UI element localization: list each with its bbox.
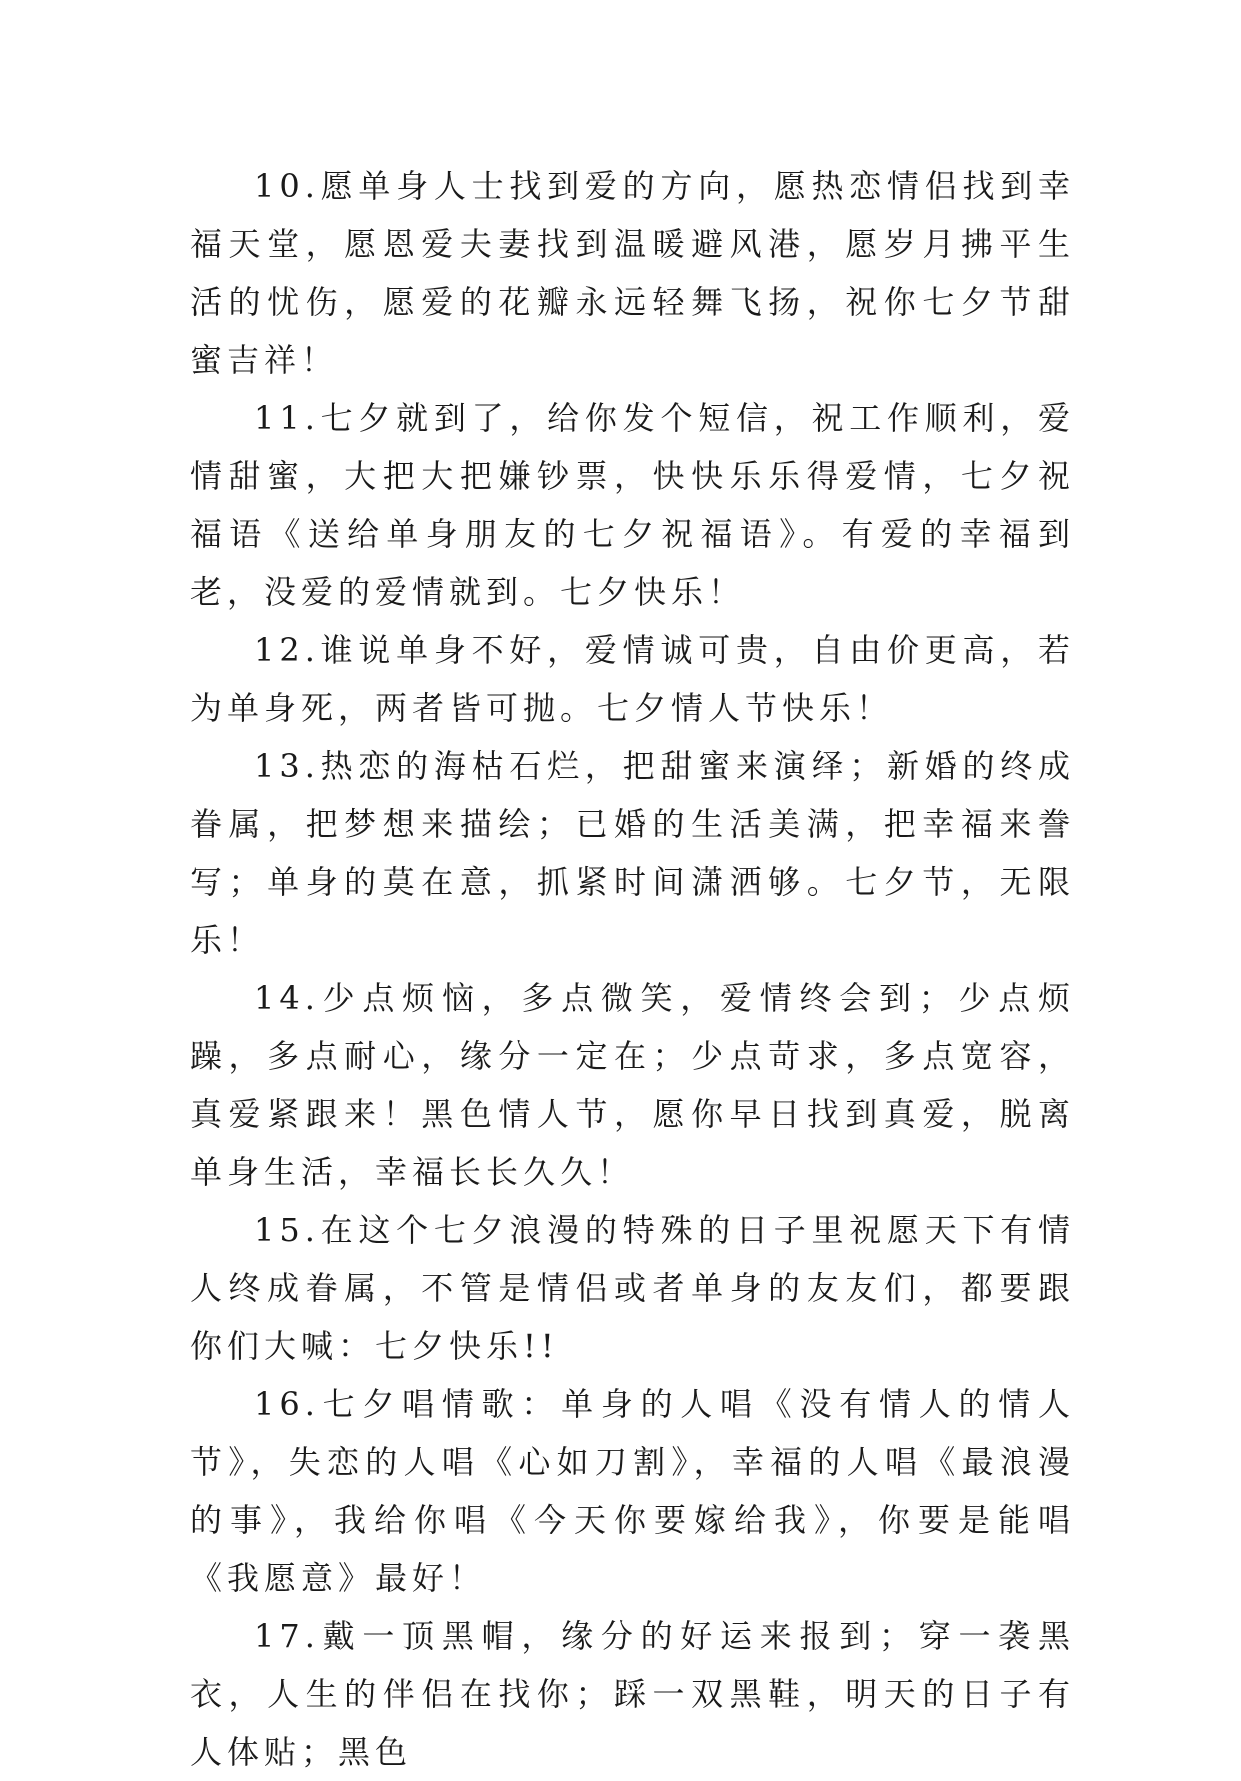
paragraph-10: [190, 157, 1075, 389]
paragraph-text: 14.少点烦恼，多点微笑，爱情终会到；少点烦躁，多点耐心，缘分一定在；少点苛求，多点宽容，真爱紧跟来！黑色情人节，愿你早日找到真爱，脱离单身生活，幸福长长久久！: [190, 979, 1075, 1191]
paragraph-17: [190, 1607, 1075, 1781]
paragraph-text: 13.热恋的海枯石烂，把甜蜜来演绎；新婚的终成眷属，把梦想来描绘；已婚的生活美满，把幸福来誊写；单身的莫在意，抓紧时间潇洒够。七夕节，无限乐！: [190, 747, 1075, 959]
paragraph-13: [190, 737, 1075, 969]
paragraph-text: 15.在这个七夕浪漫的特殊的日子里祝愿天下有情人终成眷属，不管是情侣或者单身的友友们，都要跟你们大喊：七夕快乐!!: [190, 1211, 1075, 1365]
paragraph-text: 12.谁说单身不好，爱情诚可贵，自由价更高，若为单身死，两者皆可抛。七夕情人节快乐！: [190, 631, 1075, 727]
document-body: [190, 157, 1075, 1781]
paragraph-15: [190, 1201, 1075, 1375]
paragraph-14: [190, 969, 1075, 1201]
paragraph-12: [190, 621, 1075, 737]
paragraph-text: 16.七夕唱情歌：单身的人唱《没有情人的情人节》，失恋的人唱《心如刀割》，幸福的人唱《最浪漫的事》，我给你唱《今天你要嫁给我》，你要是能唱《我愿意》最好！: [190, 1385, 1075, 1597]
paragraph-text: 17.戴一顶黑帽，缘分的好运来报到；穿一袭黑衣，人生的伴侣在找你；踩一双黑鞋，明天的日子有人体贴；黑色: [190, 1617, 1075, 1771]
paragraph-16: [190, 1375, 1075, 1607]
paragraph-11: [190, 389, 1075, 621]
paragraph-text: 11.七夕就到了，给你发个短信，祝工作顺利，爱情甜蜜，大把大把嫌钞票，快快乐乐得爱情，七夕祝福语《送给单身朋友的七夕祝福语》。有爱的幸福到老，没爱的爱情就到。七夕快乐！: [190, 399, 1075, 611]
paragraph-text: 10.愿单身人士找到爱的方向，愿热恋情侣找到幸福天堂，愿恩爱夫妻找到温暖避风港，愿岁月拂平生活的忧伤，愿爱的花瓣永远轻舞飞扬，祝你七夕节甜蜜吉祥！: [190, 167, 1075, 379]
